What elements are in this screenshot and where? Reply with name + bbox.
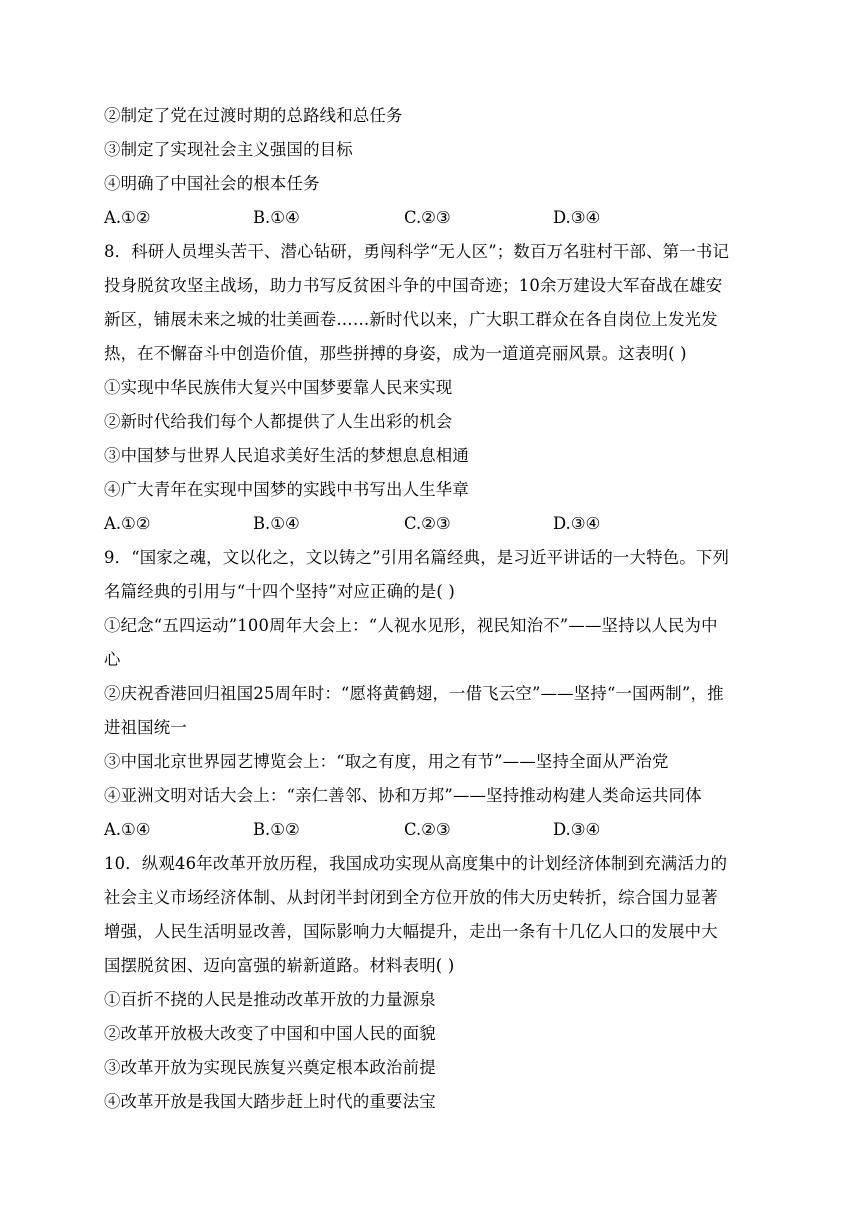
q8-statement-4: ④广大青年在实现中国梦的实践中书写出人生华章 xyxy=(104,480,469,499)
q9-statement-2-cont: 进祖国统一 xyxy=(104,718,187,737)
q7-statement-3: ③制定了实现社会主义强国的目标 xyxy=(104,140,353,159)
q10-statement-1: ①百折不挠的人民是推动改革开放的力量源泉 xyxy=(104,990,436,1009)
q10-stem-line-3: 增强，人民生活明显改善，国际影响力大幅提升，走出一条有十几亿人口的发展中大 xyxy=(104,922,718,941)
question-8 xyxy=(104,235,756,541)
q8-statement-2: ②新时代给我们每个人都提供了人生出彩的机会 xyxy=(104,412,453,431)
q10-stem-line-4: 国摆脱贫困、迈向富强的崭新道路。材料表明( ) xyxy=(104,956,455,975)
q7-option-c: C.②③ xyxy=(404,208,451,227)
q9-statement-1-cont: 心 xyxy=(104,650,121,669)
question-7-continued xyxy=(104,99,756,235)
question-10 xyxy=(104,847,756,1119)
q10-stem-line-2: 社会主义市场经济体制、从封闭半封闭到全方位开放的伟大历史转折，综合国力显著 xyxy=(104,888,718,907)
q7-option-a: A.①② xyxy=(104,208,151,227)
q8-statement-1: ①实现中华民族伟大复兴中国梦要靠人民来实现 xyxy=(104,378,453,397)
q8-options xyxy=(104,507,756,541)
q10-stem-line-1: 10．纵观46年改革开放历程，我国成功实现从高度集中的计划经济体制到充满活力的 xyxy=(104,854,728,873)
q10-statement-2: ②改革开放极大改变了中国和中国人民的面貌 xyxy=(104,1024,436,1043)
q7-statement-4: ④明确了中国社会的根本任务 xyxy=(104,174,320,193)
q7-statement-2: ②制定了党在过渡时期的总路线和总任务 xyxy=(104,106,403,125)
q9-option-a: A.①④ xyxy=(104,820,151,839)
q7-options xyxy=(104,201,756,235)
q8-stem-line-4: 热，在不懈奋斗中创造价值，那些拼搏的身姿，成为一道道亮丽风景。这表明( ) xyxy=(104,344,687,363)
q9-stem-line-1: 9．“国家之魂，文以化之，文以铸之”引用名篇经典，是习近平讲话的一大特色。下列 xyxy=(104,548,730,567)
q9-options xyxy=(104,813,756,847)
q9-option-b: B.①② xyxy=(253,820,300,839)
q9-option-c: C.②③ xyxy=(404,820,451,839)
q9-statement-4: ④亚洲文明对话大会上：“亲仁善邻、协和万邦”——坚持推动构建人类命运共同体 xyxy=(104,786,702,805)
q7-option-b: B.①④ xyxy=(253,208,300,227)
q8-statement-3: ③中国梦与世界人民追求美好生活的梦想息息相通 xyxy=(104,446,469,465)
q7-option-d: D.③④ xyxy=(553,208,601,227)
q8-stem-line-3: 新区，铺展未来之城的壮美画卷……新时代以来，广大职工群众在各自岗位上发光发 xyxy=(104,310,718,329)
q8-option-a: A.①② xyxy=(104,514,151,533)
exam-page xyxy=(104,99,756,1119)
q8-stem-line-1: 8．科研人员埋头苦干、潜心钻研，勇闯科学“无人区”；数百万名驻村干部、第一书记 xyxy=(104,242,730,261)
q9-option-d: D.③④ xyxy=(553,820,601,839)
q8-option-c: C.②③ xyxy=(404,514,451,533)
q9-statement-3: ③中国北京世界园艺博览会上：“取之有度，用之有节”——坚持全面从严治党 xyxy=(104,752,669,771)
q8-stem-line-2: 投身脱贫攻坚主战场，助力书写反贫困斗争的中国奇迹；10余万建设大军奋战在雄安 xyxy=(104,276,723,295)
q8-option-b: B.①④ xyxy=(253,514,300,533)
question-9 xyxy=(104,541,756,847)
q9-stem-line-2: 名篇经典的引用与“十四个坚持”对应正确的是( ) xyxy=(104,582,455,601)
q10-statement-3: ③改革开放为实现民族复兴奠定根本政治前提 xyxy=(104,1058,436,1077)
q9-statement-2: ②庆祝香港回归祖国25周年时：“愿将黄鹤翅，一借飞云空”——坚持“一国两制”，推 xyxy=(104,684,724,703)
q9-statement-1: ①纪念“五四运动”100周年大会上：“人视水见形，视民知治不”——坚持以人民为中 xyxy=(104,616,718,635)
q8-option-d: D.③④ xyxy=(553,514,601,533)
q10-statement-4: ④改革开放是我国大踏步赶上时代的重要法宝 xyxy=(104,1092,436,1111)
